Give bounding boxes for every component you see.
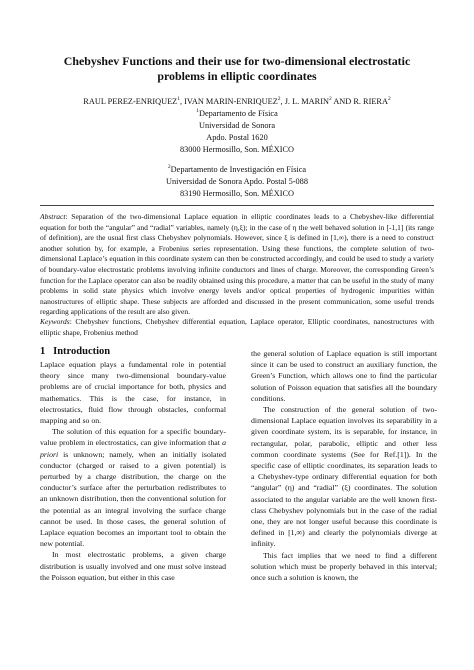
paragraph-text: is unknown; namely, when an initially isolated conductor (charged or raised to a given potential) is perturbed by a charge distribution, the charge on the conductor’s surface after the perturbation redistributes to an unknown distribution, then the conventional solution for the potential as an integral involving the surface charge cannot be used. In those cases, the general solution of Laplace equation becomes an important tool to obtain the new potential. xyxy=(40,449,226,549)
abstract-top-rule xyxy=(40,205,434,206)
author-affil-marker: 1 xyxy=(177,96,180,103)
author-name: , IVAN MARIN-ENRIQUEZ xyxy=(180,97,278,106)
keywords xyxy=(40,317,434,338)
abstract-text: : Separation of the two-dimensional Laplace equation in elliptic coordinates leads to a Chebyshev-like differential equation for both the “angular” and “radial” variables, namely (η,ξ); in the case of η the well behaved solution in [-1,1] (its range of definition), are the usual first class Chebyshev polynomials. However, since ξ is defined in [1,∞), there is a need to construct another solution by, for example, a Frobenius series representation. Using these functions, the complete solution of two-dimensional Laplace’s equation in this coordinate system can then be constructed accordingly, and could be used to study a variety of boundary-value electrostatic problems involving infinite conductors and lines of charge. Moreover, the corresponding Green’s function for the Laplace operator can also be readily obtained using this procedure, a matter that can be useful in the study of many problems in solid state physics which involve energy levels and/or optical properties of hydrogenic impurities within nanostructures of elliptic shape. These subjects are afforded and discussed in the present communication, some useful trends regarding applications of the result are also given. xyxy=(40,212,434,317)
body-column-right xyxy=(251,348,437,583)
author-list xyxy=(20,96,454,108)
abstract-label: Abstract xyxy=(40,212,66,221)
affiliation-2 xyxy=(60,164,414,200)
body-column-left xyxy=(40,342,226,583)
paragraph xyxy=(40,426,226,549)
affiliation-dept: Departamento de Física xyxy=(198,109,278,118)
affiliation-line xyxy=(60,108,414,120)
paragraph: Laplace equation plays a fundamental role in potential theory since many two-dimensional boundary-value problems are of crucial importance for both, physics and mathematics. This is the case, for instance, in electrostatics, fluid flow through obstacles, conformal mapping and so on. xyxy=(40,360,226,426)
author-affil-marker: 2 xyxy=(277,96,281,103)
keywords-label: Keywords xyxy=(40,317,70,326)
paragraph: In most electrostatic problems, a given charge distribution is usually involved and one must solve instead the Poisson equation, but either in this case xyxy=(40,550,226,582)
paragraph-text: The solution of this equation for a specific boundary-value problem in electrostatics, can give information that xyxy=(40,427,226,448)
affiliation-line: 83000 Hermosillo, Son. MÉXICO xyxy=(179,145,295,154)
affiliation-1 xyxy=(60,108,414,156)
affiliation-line: Universidad de Sonora Apdo. Postal 5-088 xyxy=(166,177,308,186)
affiliation-line xyxy=(60,164,414,176)
affiliation-marker: 2 xyxy=(167,164,171,171)
emphasis: a priori xyxy=(40,438,226,459)
affiliation-line: 83190 Hermosillo, Son. MÉXICO xyxy=(179,189,295,198)
paragraph: The construction of the general solution of two-dimensional Laplace equation involves its separability in a given coordinate system, its is separable, for instance, in rectangular, polar, parabolic, elliptic and other less common coordinate systems (See for Ref.[1]). In the specific case of elliptic coordinates, its separation leads to a Chebyshev-type ordinary differential equation for both “angular” (η) and “radial” (ξ) coordinates. The solution associated to the angular variable are the well known first-class Chebyshev polynomials but in the case of the radial one, they are not longer useful because this coordinate is defined in [1,∞) and clearly the polynomials diverge at infinity. xyxy=(251,405,437,549)
affiliation-line: Apdo. Postal 1620 xyxy=(206,133,268,142)
affiliation-dept: Departamento de Investigación en Física xyxy=(170,165,307,174)
author-name: AND R. RIERA xyxy=(331,97,388,106)
paragraph: This fact implies that we need to find a different solution which must be properly behaved in this interval; once such a solution is known, the xyxy=(251,550,437,583)
section-title: Introduction xyxy=(53,346,111,357)
keywords-text: : Chebyshev functions, Chebyshev differential equation, Laplace operator, Elliptic coordinates, nanostructures with elliptic shape, Frobenius method xyxy=(40,317,434,337)
author-affil-marker: 2 xyxy=(328,96,332,103)
section-heading xyxy=(40,346,226,358)
author-name: RAUL PEREZ-ENRIQUEZ xyxy=(83,97,178,106)
author-name: , J. L. MARIN xyxy=(280,97,329,106)
paper-title: Chebyshev Functions and their use for two-dimensional electrostatic problems in elliptic coordinates xyxy=(63,54,411,83)
paragraph: the general solution of Laplace equation is still important since it can be used to construct an auxiliary function, the Green’s Function, which allows one to find the particular solution of Poisson equation that satisfies all the boundary conditions. xyxy=(251,349,437,403)
abstract xyxy=(40,212,434,318)
affiliation-line: Universidad de Sonora xyxy=(198,121,276,130)
author-affil-marker: 2 xyxy=(387,96,391,103)
affiliation-marker: 1 xyxy=(196,108,199,115)
section-number: 1 xyxy=(40,346,46,357)
